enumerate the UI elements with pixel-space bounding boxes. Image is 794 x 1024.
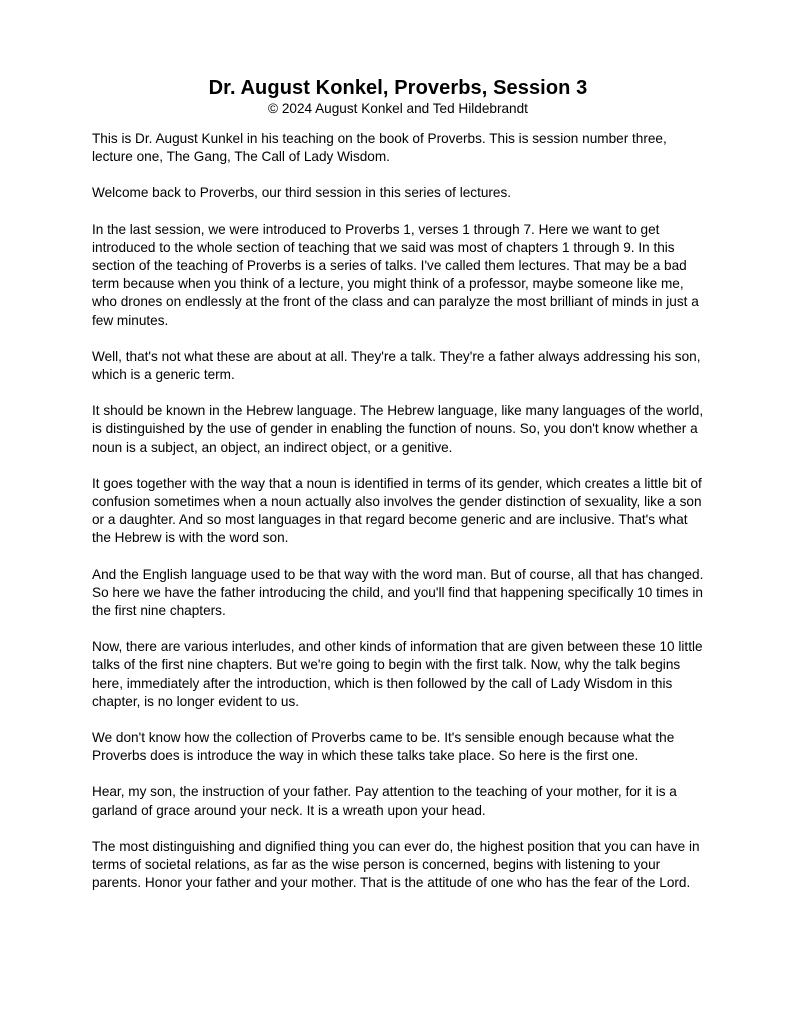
paragraph-7: And the English language used to be that way with the word man. But of course, all that has changed. So here we have the father introducing the child, and you'll find that happening specifically 10 times in the first nine chapters.	[92, 566, 704, 619]
document-title: Dr. August Konkel, Proverbs, Session 3	[208, 77, 588, 99]
paragraph-5: It should be known in the Hebrew language. The Hebrew language, like many languages of the world, is distinguished by the use of gender in enabling the function of nouns. So, you don't know whether a noun is a subject, an object, an indirect object, or a genitive.	[92, 403, 704, 455]
paragraph-11: The most distinguishing and dignified thing you can ever do, the highest position that you can have in terms of societal relations, as far as the wise person is concerned, begins with listening to your parents. Honor your father and your mother. That is the attitude of one who has the fear of the Lord.	[92, 838, 700, 891]
paragraph-3: In the last session, we were introduced to Proverbs 1, verses 1 through 7. Here we want to get introduced to the whole section of teaching that we said was most of chapters 1 through 9. In this section of the teaching of Proverbs is a series of talks. I've called them lectures. That may be a bad term because when you think of a lecture, you might think of a professor, maybe someone like me, who drones on endlessly at the front of the class and can paralyze the most brilliant of minds in just a few minutes.	[92, 221, 699, 328]
paragraph-9: We don't know how the collection of Proverbs came to be. It's sensible enough because what the Proverbs does is introduce the way in which these talks take place. So here is the first one.	[92, 730, 675, 764]
copyright-line: © 2024 August Konkel and Ted Hildebrandt	[268, 101, 528, 116]
paragraph-2: Welcome back to Proverbs, our third session in this series of lectures.	[92, 185, 512, 201]
document-page	[92, 76, 704, 911]
paragraph-1: This is Dr. August Kunkel in his teaching on the book of Proverbs. This is session number three, lecture one, The Gang, The Call of Lady Wisdom.	[92, 131, 667, 165]
paragraph-10: Hear, my son, the instruction of your father. Pay attention to the teaching of your mother, for it is a garland of grace around your neck. It is a wreath upon your head.	[92, 784, 677, 818]
paragraph-4: Well, that's not what these are about at all. They're a talk. They're a father always addressing his son, which is a generic term.	[92, 348, 701, 383]
paragraph-6: It goes together with the way that a noun is identified in terms of its gender, which creates a little bit of confusion sometimes when a noun actually also involves the gender distinction of sexuality, like a son or a daughter. And so most languages in that regard become generic and are inclusive. That's what the Hebrew is with the word son.	[92, 475, 702, 546]
paragraph-8: Now, there are various interludes, and other kinds of information that are given between these 10 little talks of the first nine chapters. But we're going to begin with the first talk. Now, why the talk begins here, immediately after the introduction, which is then followed by the call of Lady Wisdom in this chapter, is no longer evident to us.	[92, 639, 703, 709]
